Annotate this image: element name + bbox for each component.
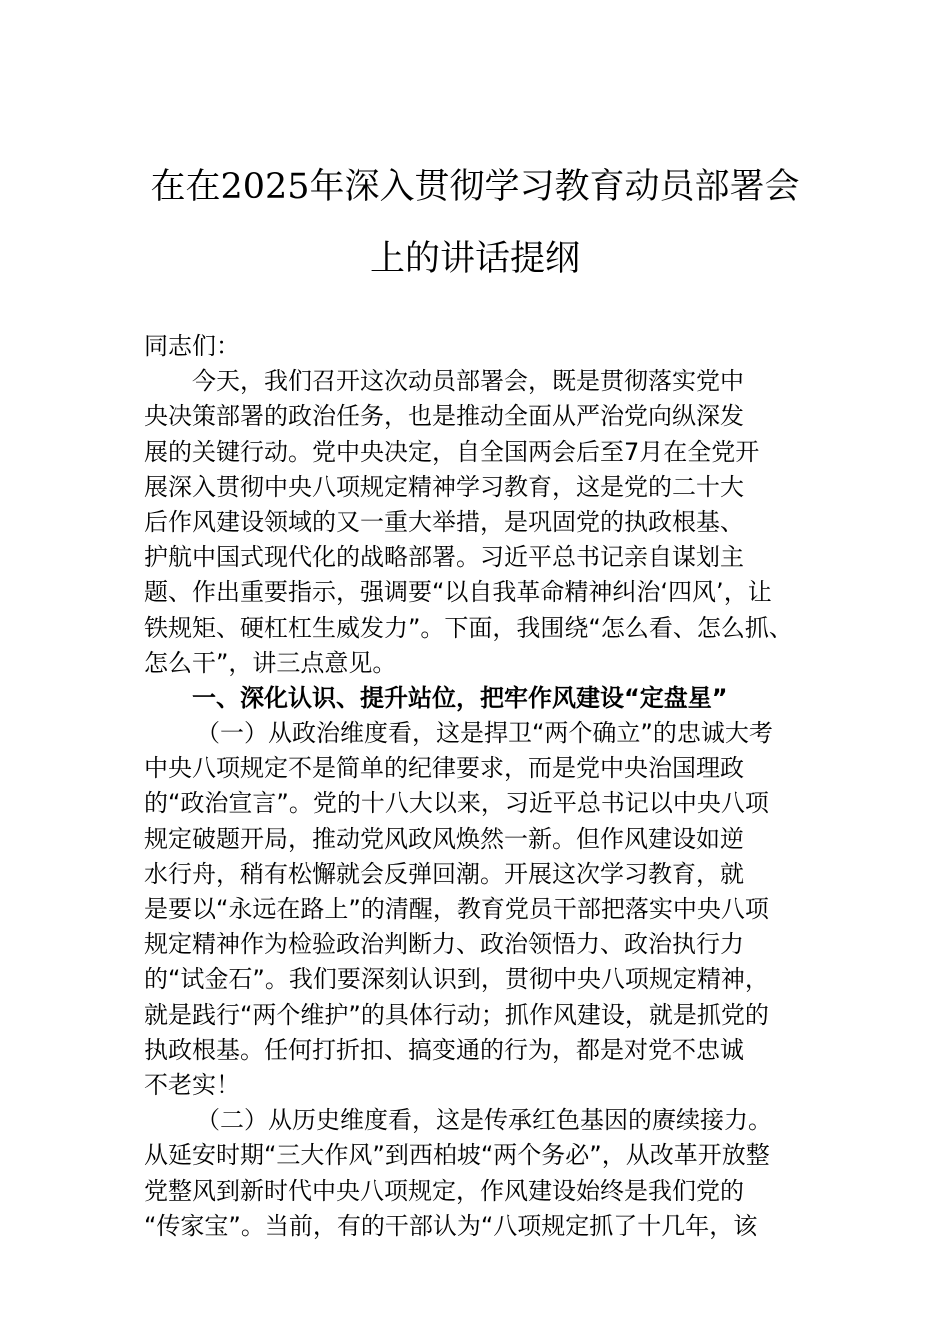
paragraph-line: 是要以“永远在路上”的清醒，教育党员干部把落实中央八项 (144, 895, 769, 923)
paragraph-line: 今天，我们召开这次动员部署会，既是贯彻落实党中 (192, 367, 744, 396)
paragraph-line: 的“政治宣言”。党的十八大以来，习近平总书记以中央八项 (144, 789, 769, 818)
subsection-heading: （一）从政治维度看，这是捍卫“两个确立”的忠诚大考 (196, 719, 773, 748)
paragraph-line: 铁规矩、硬杠杠生威发力”。下面，我围绕“怎么看、怎么抓、 (144, 613, 793, 642)
paragraph-line: 中央八项规定不是简单的纪律要求，而是党中央治国理政 (144, 754, 744, 783)
paragraph-line: 从延安时期“三大作风”到西柏坡“两个务必”，从改革开放整 (144, 1141, 770, 1170)
paragraph-line: 展深入贯彻中央八项规定精神学习教育，这是党的二十大 (144, 472, 744, 501)
paragraph-line: “传家宝”。当前，有的干部认为“八项规定抓了十几年，该 (144, 1211, 758, 1240)
salutation: 同志们： (144, 332, 240, 360)
paragraph-line: 的“试金石”。我们要深刻认识到，贯彻中央八项规定精神， (144, 965, 769, 994)
paragraph-line: 党整风到新时代中央八项规定，作风建设始终是我们党的 (144, 1176, 744, 1205)
document-body (144, 329, 824, 1244)
paragraph-line: 后作风建设领域的又一重大举措，是巩固党的执政根基、 (144, 507, 744, 536)
paragraph-line: 规定精神作为检验政治判断力、政治领悟力、政治执行力 (144, 930, 744, 959)
section-heading: 一、深化认识、提升站位，把牢作风建设“定盘星” (192, 683, 728, 712)
subsection-heading: （二）从历史维度看，这是传承红色基因的赓续接力。 (196, 1106, 772, 1135)
paragraph-line: 不老实！ (144, 1070, 240, 1099)
paragraph-line: 展的关键行动。党中央决定，自全国两会后至7月在全党开 (144, 437, 760, 466)
paragraph-line: 规定破题开局，推动党风政风焕然一新。但作风建设如逆 (144, 824, 744, 853)
document-title-line-1: 在在2025年深入贯彻学习教育动员部署会 (150, 167, 800, 207)
document-title-line-2: 上的讲话提纲 (369, 239, 580, 279)
paragraph-line: 护航中国式现代化的战略部署。习近平总书记亲自谋划主 (144, 543, 744, 572)
paragraph-line: 央决策部署的政治任务，也是推动全面从严治党向纵深发 (144, 402, 744, 431)
paragraph-line: 怎么干”，讲三点意见。 (144, 648, 397, 677)
paragraph-line: 执政根基。任何打折扣、搞变通的行为，都是对党不忠诚 (144, 1035, 744, 1064)
paragraph-line: 就是践行“两个维护”的具体行动；抓作风建设，就是抓党的 (144, 1000, 769, 1029)
paragraph-line: 题、作出重要指示，强调要“以自我革命精神纠治‘四风’，让 (144, 578, 772, 607)
paragraph-line: 水行舟，稍有松懈就会反弹回潮。开展这次学习教育，就 (144, 859, 744, 888)
